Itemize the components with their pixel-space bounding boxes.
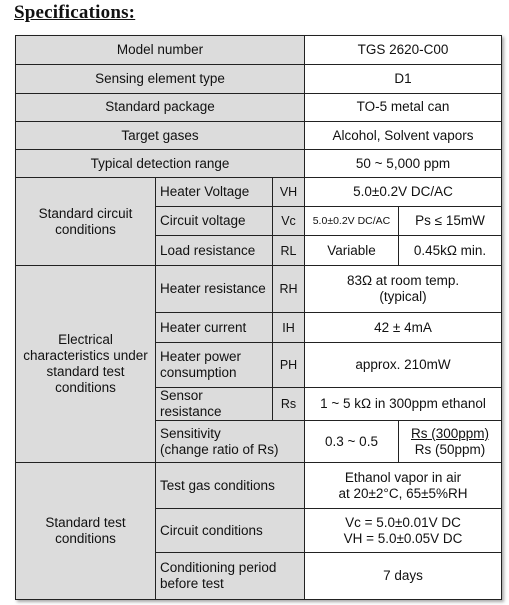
heater-power-symbol: PH	[273, 343, 305, 387]
ratio-fraction	[411, 426, 489, 458]
table-row	[16, 266, 502, 312]
heater-resistance-value	[305, 266, 502, 312]
page-heading: Specifications:	[14, 2, 136, 23]
heater-current-value: 42 ± 4mA	[305, 312, 502, 342]
sensitivity-value: 0.3 ~ 0.5	[305, 421, 399, 463]
ratio-numerator: Rs (300ppm)	[410, 425, 490, 441]
circuit-voltage-label: Circuit voltage	[156, 206, 273, 235]
table-row	[16, 463, 502, 508]
test-group-label: Standard test conditions	[16, 463, 156, 600]
circuit-voltage-symbol: Vc	[273, 206, 305, 235]
package-label: Standard package	[16, 93, 305, 121]
sensing-element-label: Sensing element type	[16, 65, 305, 93]
test-gas-value	[305, 463, 502, 508]
heater-current-symbol: IH	[273, 312, 305, 342]
table-row	[16, 121, 502, 149]
ratio-denominator: Rs (50ppm)	[414, 441, 486, 457]
specifications-table	[15, 35, 502, 600]
table-row	[16, 93, 502, 121]
sensitivity-label	[156, 421, 305, 463]
table-row	[16, 65, 502, 93]
load-resistance-label: Load resistance	[156, 236, 273, 266]
test-gas-label: Test gas conditions	[156, 463, 305, 508]
target-gases-label: Target gases	[16, 121, 305, 149]
table-row	[16, 178, 502, 206]
sensor-resistance-value: 1 ~ 5 kΩ in 300ppm ethanol	[305, 387, 502, 420]
circuit-conditions-value	[305, 508, 502, 552]
heater-resistance-symbol: RH	[273, 266, 305, 312]
heater-resistance-line1: 83Ω at room temp.	[346, 273, 460, 289]
test-gas-line2: at 20±2°C, 65±5%RH	[338, 485, 468, 501]
circuit-power-value: Ps ≤ 15mW	[399, 206, 502, 235]
detection-range-value: 50 ~ 5,000 ppm	[305, 150, 502, 178]
test-gas-line1: Ethanol vapor in air	[344, 469, 462, 485]
sensitivity-label-line2: (change ratio of Rs)	[160, 441, 279, 457]
circuit-voltage-value: 5.0±0.2V DC/AC	[305, 206, 399, 235]
load-resistance-min: 0.45kΩ min.	[399, 236, 502, 266]
circuit-conditions-line2: VH = 5.0±0.05V DC	[343, 530, 463, 546]
package-value: TO-5 metal can	[305, 93, 502, 121]
circuit-conditions-label: Circuit conditions	[156, 508, 305, 552]
sensitivity-ratio	[399, 421, 502, 463]
sensitivity-label-line1: Sensitivity	[160, 425, 221, 441]
circuit-group-label: Standard circuit conditions	[16, 178, 156, 266]
electrical-group-label: Electrical characteristics under standard test conditions	[16, 266, 156, 463]
model-number-value: TGS 2620-C00	[305, 36, 502, 65]
heater-current-label: Heater current	[156, 312, 273, 342]
sensing-element-value: D1	[305, 65, 502, 93]
target-gases-value: Alcohol, Solvent vapors	[305, 121, 502, 149]
heater-voltage-value: 5.0±0.2V DC/AC	[305, 178, 502, 206]
circuit-conditions-line1: Vc = 5.0±0.01V DC	[345, 514, 461, 530]
heater-resistance-label: Heater resistance	[156, 266, 273, 312]
sensor-resistance-symbol: Rs	[273, 387, 305, 420]
table-row	[16, 36, 502, 65]
heater-power-value: approx. 210mW	[305, 343, 502, 387]
detection-range-label: Typical detection range	[16, 150, 305, 178]
heater-voltage-symbol: VH	[273, 178, 305, 206]
heater-voltage-label: Heater Voltage	[156, 178, 273, 206]
heater-power-label: Heater power consumption	[156, 343, 273, 387]
heater-resistance-line2: (typical)	[379, 289, 427, 305]
conditioning-value: 7 days	[305, 553, 502, 600]
load-resistance-symbol: RL	[273, 236, 305, 266]
table-row	[16, 150, 502, 178]
sensor-resistance-label: Sensor resistance	[156, 387, 273, 420]
model-number-label: Model number	[16, 36, 305, 65]
conditioning-label: Conditioning period before test	[156, 553, 305, 600]
load-resistance-value: Variable	[305, 236, 399, 266]
